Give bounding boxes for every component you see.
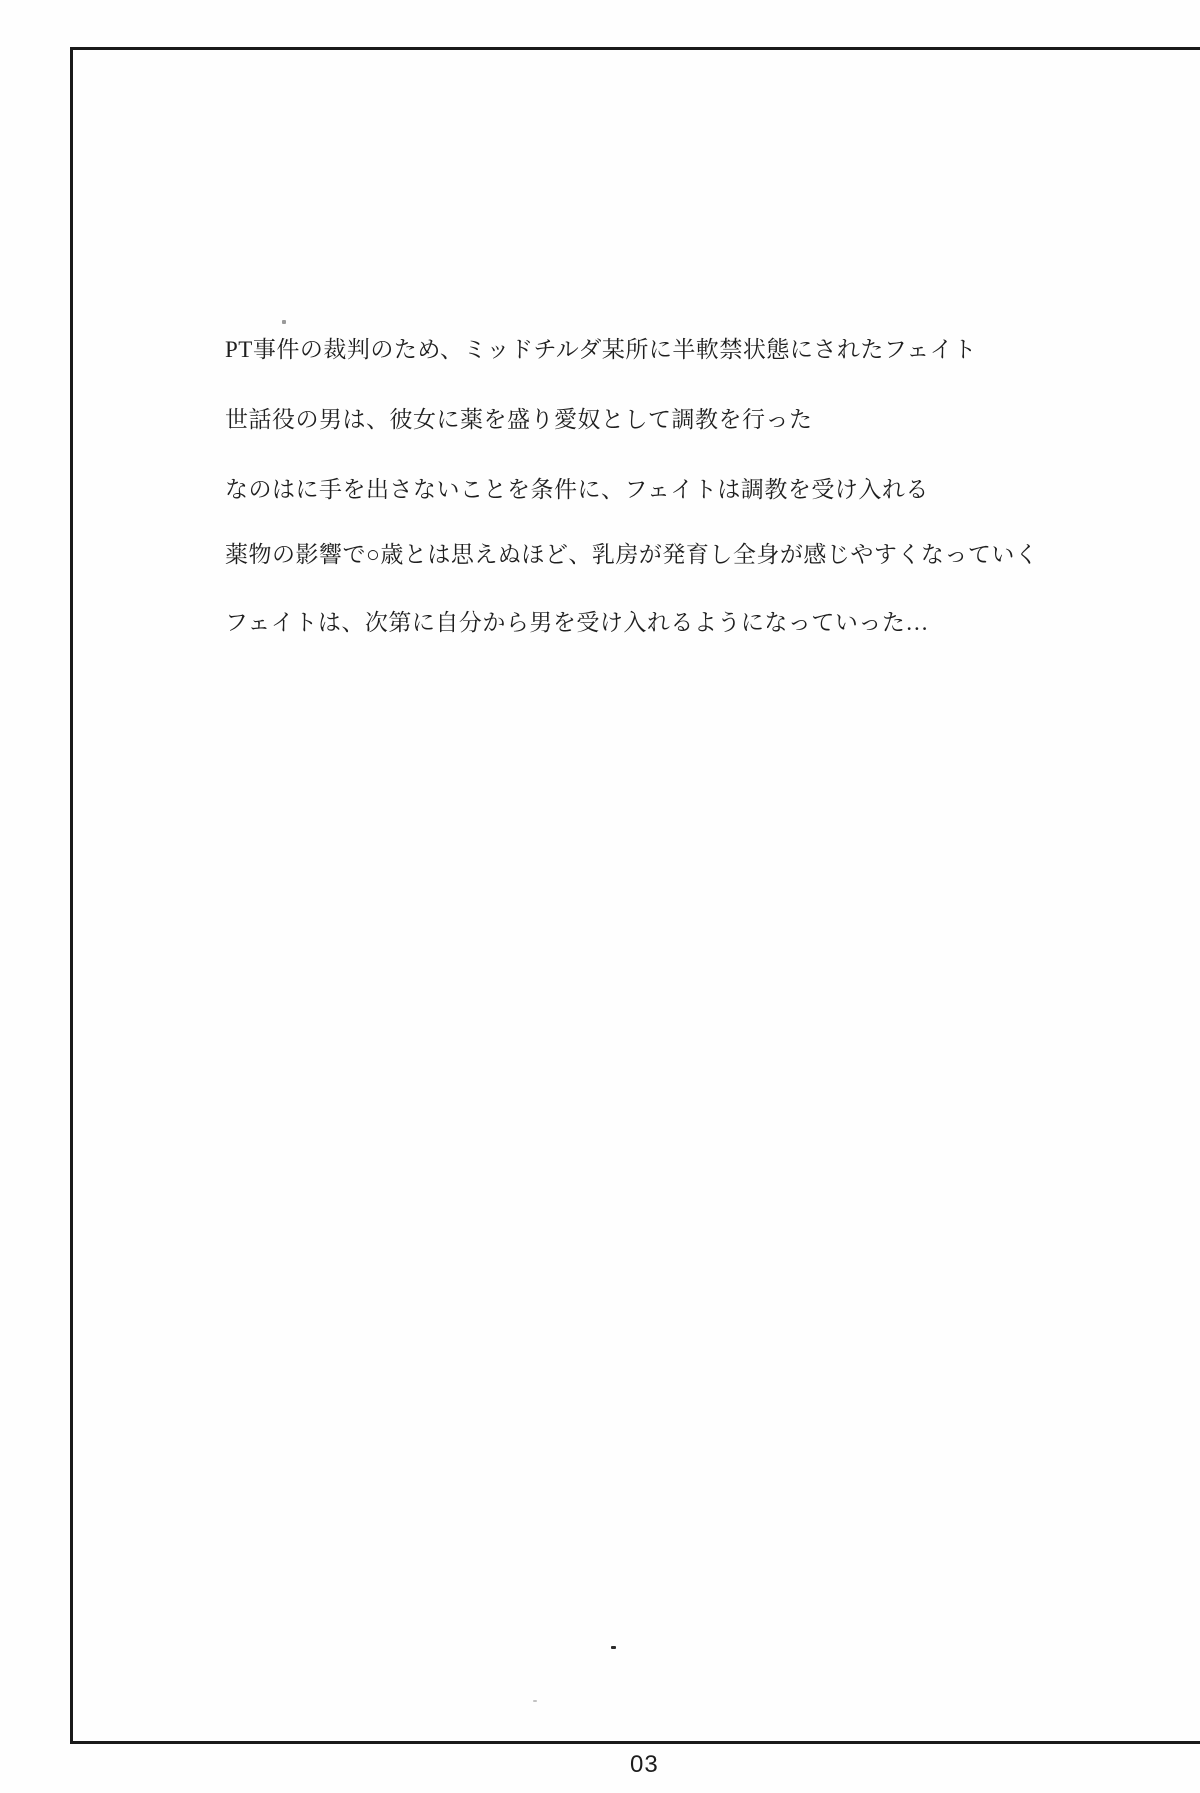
scan-speck — [611, 1646, 616, 1649]
page-border-frame — [70, 47, 1200, 1744]
synopsis-line: なのはに手を出さないことを条件に、フェイトは調教を受け入れる — [225, 477, 929, 502]
synopsis-line: フェイトは、次第に自分から男を受け入れるようになっていった… — [225, 610, 929, 635]
synopsis-line: 世話役の男は、彼女に薬を盛り愛奴として調教を行った — [225, 407, 813, 432]
synopsis-line: PT事件の裁判のため、ミッドチルダ某所に半軟禁状態にされたフェイト — [225, 337, 977, 362]
scan-speck — [282, 320, 286, 324]
scan-speck — [533, 1700, 537, 1702]
page-number: 03 — [630, 1751, 659, 1778]
synopsis-line: 薬物の影響で○歳とは思えぬほど、乳房が発育し全身が感じやすくなっていく — [225, 542, 1039, 567]
